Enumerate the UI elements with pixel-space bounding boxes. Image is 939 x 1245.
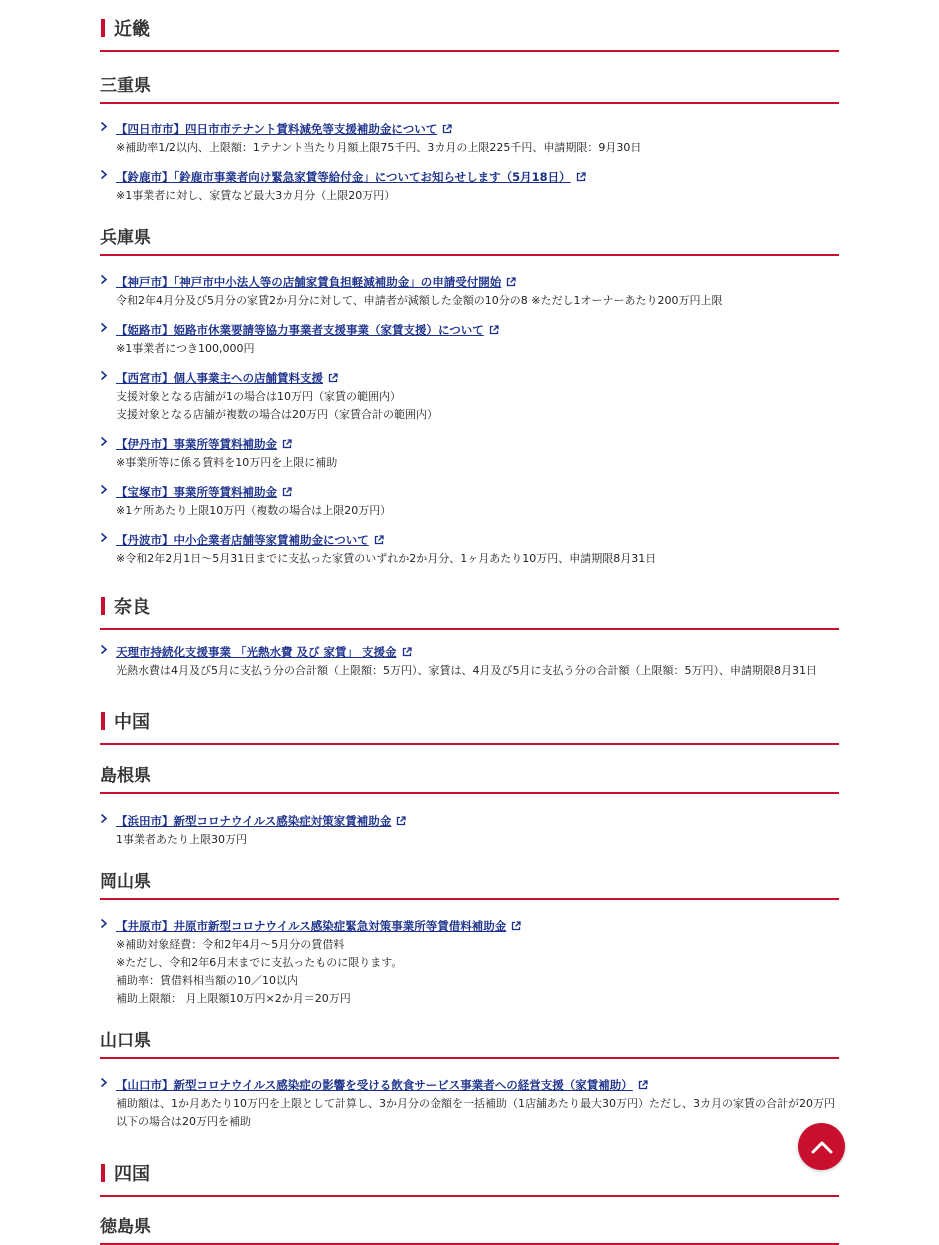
pref-heading-mie bbox=[100, 70, 839, 104]
description-line: ※補助率1/2以内、上限額：1テナント当たり月額上限75千円、3カ月の上限225千円、申請期限：9月30日 bbox=[116, 141, 642, 154]
description-line: ※ただし、令和2年6月末までに支払ったものに限ります。 bbox=[116, 956, 403, 969]
region-heading-nara bbox=[100, 584, 839, 630]
external-link-icon bbox=[511, 916, 521, 926]
subsidy-link[interactable]: 【山口市】新型コロナウイルス感染症の影響を受ける飲食サービス事業者への経営支援（家賃補助） bbox=[116, 1078, 633, 1092]
subsidy-description bbox=[116, 340, 839, 358]
subsidy-description bbox=[116, 502, 839, 520]
subsidy-link[interactable]: 【鈴鹿市】「鈴鹿市事業者向け緊急家賃等給付金」についてお知らせします（5月18日） bbox=[116, 170, 571, 184]
list-item bbox=[100, 1074, 839, 1131]
description-line: ※1ケ所あたり上限10万円（複数の場合は上限20万円） bbox=[116, 504, 392, 517]
region-heading-label: 近畿 bbox=[114, 19, 150, 40]
chevron-right-icon bbox=[100, 322, 112, 336]
pref-heading-shimane bbox=[100, 760, 839, 794]
external-link-icon bbox=[282, 434, 292, 444]
list-item bbox=[100, 367, 839, 424]
pref-heading-yamaguchi bbox=[100, 1025, 839, 1059]
subsidy-description bbox=[116, 292, 839, 310]
external-link-icon bbox=[396, 811, 406, 821]
subsidy-description bbox=[116, 139, 839, 157]
description-line: 補助上限額： 月上限額10万円×2か月＝20万円 bbox=[116, 992, 351, 1005]
region-heading-bar bbox=[101, 597, 105, 615]
subsidy-link[interactable]: 【浜田市】新型コロナウイルス感染症対策家賃補助金 bbox=[116, 814, 392, 828]
pref-heading-hyogo bbox=[100, 222, 839, 256]
shimane-list bbox=[100, 810, 839, 849]
region-heading-kinki bbox=[100, 6, 839, 52]
subsidy-link[interactable]: 【伊丹市】事業所等賃料補助金 bbox=[116, 437, 277, 451]
subsidy-description bbox=[116, 936, 839, 1008]
region-heading-chugoku bbox=[100, 699, 839, 745]
content-area bbox=[100, 0, 839, 1245]
region-heading-bar bbox=[101, 19, 105, 37]
subsidy-link[interactable]: 【丹波市】中小企業者店舗等家賃補助金について bbox=[116, 533, 369, 547]
subsidy-link[interactable]: 【四日市市】四日市市テナント賃料減免等支援補助金について bbox=[116, 122, 438, 136]
description-line: ※1事業者に対し、家賃など最大3カ月分（上限20万円） bbox=[116, 189, 396, 202]
region-heading-label: 四国 bbox=[114, 1164, 150, 1185]
pref-heading-label: 徳島県 bbox=[100, 1217, 151, 1237]
okayama-list bbox=[100, 915, 839, 1008]
description-line: 1事業者あたり上限30万円 bbox=[116, 833, 247, 846]
subsidy-link[interactable]: 【井原市】井原市新型コロナウイルス感染症緊急対策事業所等賃借料補助金 bbox=[116, 919, 507, 933]
description-line: ※令和2年2月1日〜5月31日までに支払った家賃のいずれか2か月分、1ヶ月あたり10万円、申請期限8月31日 bbox=[116, 552, 657, 565]
external-link-icon bbox=[638, 1075, 648, 1085]
pref-heading-label: 山口県 bbox=[100, 1031, 151, 1051]
region-heading-bar bbox=[101, 712, 105, 730]
description-line: 補助率：賃借料相当額の10／10以内 bbox=[116, 974, 298, 987]
pref-heading-label: 島根県 bbox=[100, 766, 151, 786]
region-heading-shikoku bbox=[100, 1151, 839, 1197]
region-heading-label: 中国 bbox=[114, 712, 150, 733]
pref-heading-okayama bbox=[100, 866, 839, 900]
subsidy-link[interactable]: 【神戸市】「神戸市中小法人等の店舗家賃負担軽減補助金」の申請受付開始 bbox=[116, 275, 502, 289]
external-link-icon bbox=[402, 642, 412, 652]
mie-list bbox=[100, 118, 839, 205]
description-line: ※1事業者につき100,000円 bbox=[116, 342, 255, 355]
list-item bbox=[100, 529, 839, 568]
subsidy-description bbox=[116, 550, 839, 568]
list-item bbox=[100, 271, 839, 310]
chevron-right-icon bbox=[100, 644, 112, 658]
subsidy-link[interactable]: 【西宮市】個人事業主への店舗賃料支援 bbox=[116, 371, 323, 385]
list-item bbox=[100, 641, 839, 680]
external-link-icon bbox=[442, 119, 452, 129]
hyogo-list bbox=[100, 271, 839, 568]
subsidy-description bbox=[116, 388, 839, 424]
subsidy-description bbox=[116, 831, 839, 849]
list-item bbox=[100, 433, 839, 472]
external-link-icon bbox=[282, 482, 292, 492]
list-item bbox=[100, 915, 839, 1008]
chevron-up-icon bbox=[811, 1140, 833, 1154]
chevron-right-icon bbox=[100, 121, 112, 135]
subsidy-description bbox=[116, 454, 839, 472]
list-item bbox=[100, 166, 839, 205]
subsidy-description bbox=[116, 662, 839, 680]
chevron-right-icon bbox=[100, 484, 112, 498]
external-link-icon bbox=[328, 368, 338, 378]
back-to-top-button[interactable] bbox=[798, 1123, 845, 1170]
subsidy-link[interactable]: 天理市持続化支援事業 「光熱水費 及び 家賃」 支援金 bbox=[116, 645, 397, 659]
chevron-right-icon bbox=[100, 813, 112, 827]
description-line: 令和2年4月分及び5月分の家賃2か月分に対して、申請者が減額した金額の10分の8 ※ただし1オーナーあたり200万円上限 bbox=[116, 294, 723, 307]
region-heading-label: 奈良 bbox=[114, 597, 150, 618]
subsidy-link[interactable]: 【宝塚市】事業所等賃料補助金 bbox=[116, 485, 277, 499]
list-item bbox=[100, 319, 839, 358]
chevron-right-icon bbox=[100, 274, 112, 288]
subsidy-link[interactable]: 【姫路市】姫路市休業要請等協力事業者支援事業（家賃支援）について bbox=[116, 323, 484, 337]
chevron-right-icon bbox=[100, 436, 112, 450]
external-link-icon bbox=[489, 320, 499, 330]
description-line: 光熱水費は4月及び5月に支払う分の合計額（上限額：5万円）、家賃は、4月及び5月に支払う分の合計額（上限額：5万円）、申請期限8月31日 bbox=[116, 664, 817, 677]
list-item bbox=[100, 810, 839, 849]
pref-heading-label: 三重県 bbox=[100, 76, 151, 96]
region-heading-bar bbox=[101, 1164, 105, 1182]
chevron-right-icon bbox=[100, 532, 112, 546]
pref-heading-tokushima bbox=[100, 1211, 839, 1245]
external-link-icon bbox=[374, 530, 384, 540]
list-item bbox=[100, 481, 839, 520]
nara-list bbox=[100, 641, 839, 680]
description-line: 補助額は、1か月あたり10万円を上限として計算し、3か月分の金額を一括補助（1店舗あたり最大30万円）ただし、3カ月の家賃の合計が20万円以下の場合は20万円を補助 bbox=[116, 1097, 835, 1128]
chevron-right-icon bbox=[100, 169, 112, 183]
chevron-right-icon bbox=[100, 370, 112, 384]
chevron-right-icon bbox=[100, 918, 112, 932]
external-link-icon bbox=[576, 167, 586, 177]
yamaguchi-list bbox=[100, 1074, 839, 1131]
pref-heading-label: 兵庫県 bbox=[100, 228, 151, 248]
subsidy-description bbox=[116, 187, 839, 205]
subsidy-description bbox=[116, 1095, 839, 1131]
description-line: ※事業所等に係る賃料を10万円を上限に補助 bbox=[116, 456, 338, 469]
description-line: 支援対象となる店舗が複数の場合は20万円（家賃合計の範囲内） bbox=[116, 408, 438, 421]
chevron-right-icon bbox=[100, 1077, 112, 1091]
external-link-icon bbox=[506, 272, 516, 282]
list-item bbox=[100, 118, 839, 157]
pref-heading-label: 岡山県 bbox=[100, 872, 151, 892]
description-line: 支援対象となる店舗が1の場合は10万円（家賃の範囲内） bbox=[116, 390, 401, 403]
description-line: ※補助対象経費：令和2年4月〜5月分の賃借料 bbox=[116, 938, 345, 951]
